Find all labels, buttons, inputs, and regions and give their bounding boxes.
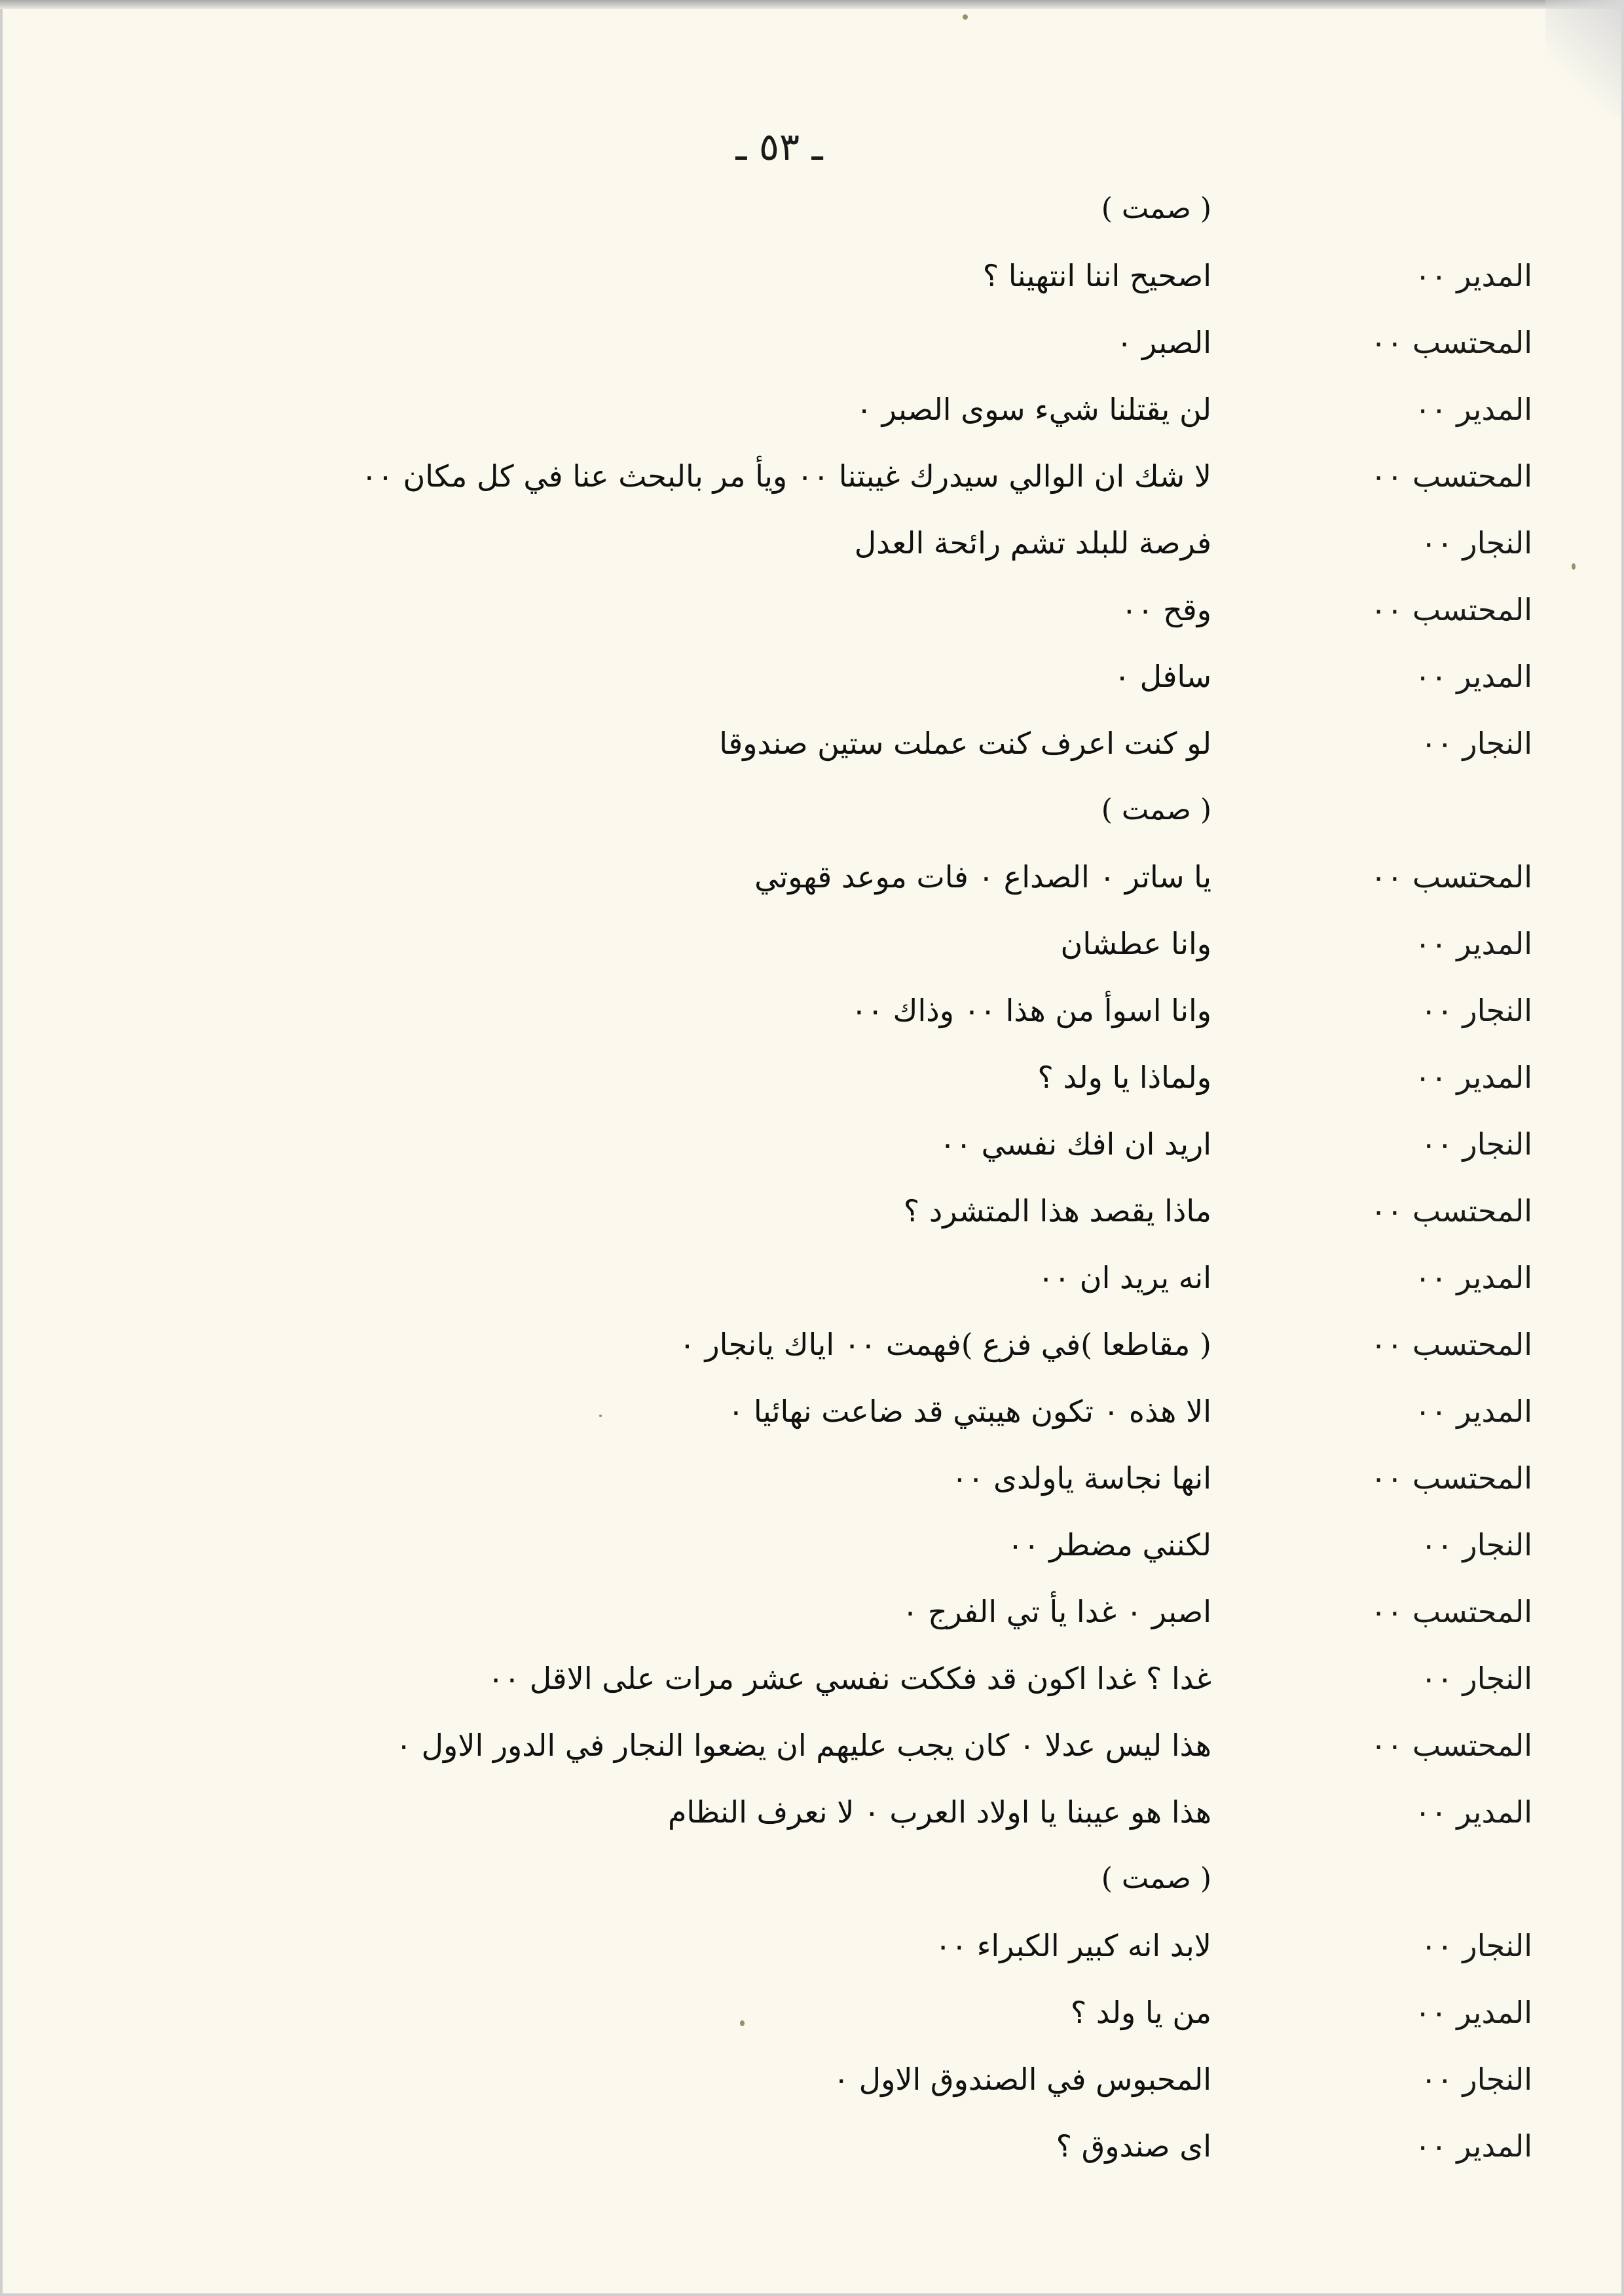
dialogue-line xyxy=(0,777,1624,843)
speaker-name: المحتسب ٠٠ xyxy=(1370,1728,1532,1763)
speech-text: لابد انه كبير الكبراء ٠٠ xyxy=(934,1928,1211,1963)
stage-direction: ( صمت ) xyxy=(1101,793,1211,826)
dialogue-line xyxy=(0,2113,1624,2179)
dialogue-line xyxy=(0,1511,1624,1578)
speaker-name: النجار ٠٠ xyxy=(1420,525,1532,561)
dialogue-line xyxy=(0,1645,1624,1712)
dialogue-line xyxy=(0,242,1624,309)
speech-text: لكنني مضطر ٠٠ xyxy=(1007,1527,1211,1563)
dialogue-line xyxy=(0,1244,1624,1311)
speech-text: فرصة للبلد تشم رائحة العدل xyxy=(854,525,1211,561)
scan-corner-shadow xyxy=(1545,0,1624,118)
dialogue-line xyxy=(0,2046,1624,2113)
dialogue-line xyxy=(0,1578,1624,1645)
speech-text: ( مقاطعا )في فزع )فهمت ٠٠ اياك يانجار ٠ xyxy=(679,1327,1211,1362)
paper-speck xyxy=(1572,563,1576,570)
speaker-name: النجار ٠٠ xyxy=(1420,1126,1532,1162)
speaker-name: النجار ٠٠ xyxy=(1420,1661,1532,1696)
speech-text: وانا عطشان xyxy=(1060,926,1211,961)
stage-direction: ( صمت ) xyxy=(1101,192,1211,225)
speaker-name: المحتسب ٠٠ xyxy=(1370,458,1532,494)
speaker-name: المدير ٠٠ xyxy=(1414,1060,1532,1095)
speech-text: انها نجاسة ياولدى ٠٠ xyxy=(951,1460,1211,1496)
speaker-name: المدير ٠٠ xyxy=(1414,1260,1532,1295)
speech-text: هذا ليس عدلا ٠ كان يجب عليهم ان يضعوا النجار في الدور الاول ٠ xyxy=(396,1728,1211,1763)
dialogue-line xyxy=(0,977,1624,1044)
paper-speck xyxy=(963,14,968,20)
speaker-name: المحتسب ٠٠ xyxy=(1370,1594,1532,1629)
speaker-name: المحتسب ٠٠ xyxy=(1370,592,1532,627)
speaker-name: المدير ٠٠ xyxy=(1414,258,1532,293)
speech-text: اريد ان افك نفسي ٠٠ xyxy=(939,1126,1211,1162)
dialogue-line xyxy=(0,1779,1624,1845)
stage-direction: ( صمت ) xyxy=(1101,1862,1211,1895)
speaker-name: النجار ٠٠ xyxy=(1420,1527,1532,1563)
speaker-name: المحتسب ٠٠ xyxy=(1370,1327,1532,1362)
speech-text: يا ساتر ٠ الصداع ٠ فات موعد قهوتي xyxy=(754,859,1211,895)
dialogue-line xyxy=(0,509,1624,576)
speech-text: الصبر ٠ xyxy=(1116,325,1211,360)
paper-speck xyxy=(740,2020,745,2026)
speaker-name: النجار ٠٠ xyxy=(1420,1928,1532,1963)
speaker-name: المدير ٠٠ xyxy=(1414,1995,1532,2030)
speaker-name: النجار ٠٠ xyxy=(1420,2062,1532,2097)
dialogue-line xyxy=(0,1712,1624,1779)
scan-top-edge xyxy=(0,0,1624,9)
dialogue-line xyxy=(0,1979,1624,2046)
dialogue-line xyxy=(0,910,1624,977)
speech-text: هذا هو عيبنا يا اولاد العرب ٠ لا نعرف النظام xyxy=(667,1794,1211,1830)
dialogue-line xyxy=(0,376,1624,443)
dialogue-line xyxy=(0,576,1624,643)
speech-text: لن يقتلنا شيء سوى الصبر ٠ xyxy=(856,392,1211,427)
dialogue-line xyxy=(0,643,1624,710)
speech-text: لو كنت اعرف كنت عملت ستين صندوقا xyxy=(719,726,1211,761)
dialogue-line xyxy=(0,1845,1624,1912)
speech-text: من يا ولد ؟ xyxy=(1070,1995,1211,2030)
dialogue-line xyxy=(0,1177,1624,1244)
paper-speck xyxy=(599,1415,602,1417)
speaker-name: النجار ٠٠ xyxy=(1420,726,1532,761)
speaker-name: المدير ٠٠ xyxy=(1414,2128,1532,2164)
play-dialogue xyxy=(0,176,1624,2179)
dialogue-line xyxy=(0,843,1624,910)
speaker-name: المدير ٠٠ xyxy=(1414,1394,1532,1429)
speaker-name: المدير ٠٠ xyxy=(1414,659,1532,694)
speech-text: انه يريد ان ٠٠ xyxy=(1037,1260,1211,1295)
dialogue-line xyxy=(0,1111,1624,1177)
dialogue-line xyxy=(0,443,1624,509)
speech-text: لا شك ان الوالي سيدرك غيبتنا ٠٠ ويأ مر بالبحث عنا في كل مكان ٠٠ xyxy=(361,458,1211,494)
dialogue-line xyxy=(0,1378,1624,1445)
speaker-name: المحتسب ٠٠ xyxy=(1370,859,1532,895)
dialogue-line xyxy=(0,1311,1624,1378)
speaker-name: المدير ٠٠ xyxy=(1414,926,1532,961)
speech-text: وقح ٠٠ xyxy=(1121,592,1211,627)
speech-text: الا هذه ٠ تكون هيبتي قد ضاعت نهائيا ٠ xyxy=(728,1394,1211,1429)
speech-text: سافل ٠ xyxy=(1114,659,1211,694)
speaker-name: المدير ٠٠ xyxy=(1414,392,1532,427)
speech-text: ماذا يقصد هذا المتشرد ؟ xyxy=(903,1193,1211,1229)
speech-text: اصحيح اننا انتهينا ؟ xyxy=(982,258,1211,293)
dialogue-line xyxy=(0,1044,1624,1111)
page-number: ـ ٥٣ ـ xyxy=(735,124,823,169)
speech-text: اى صندوق ؟ xyxy=(1056,2128,1211,2164)
speaker-name: المحتسب ٠٠ xyxy=(1370,1460,1532,1496)
speech-text: اصبر ٠ غدا يأ تي الفرج ٠ xyxy=(902,1594,1211,1629)
speaker-name: المحتسب ٠٠ xyxy=(1370,1193,1532,1229)
dialogue-line xyxy=(0,176,1624,242)
speaker-name: النجار ٠٠ xyxy=(1420,993,1532,1028)
speech-text: المحبوس في الصندوق الاول ٠ xyxy=(833,2062,1211,2097)
dialogue-line xyxy=(0,1912,1624,1979)
speaker-name: المدير ٠٠ xyxy=(1414,1794,1532,1830)
speech-text: غدا ؟ غدا اكون قد فككت نفسي عشر مرات على الاقل ٠٠ xyxy=(487,1661,1211,1696)
speaker-name: المحتسب ٠٠ xyxy=(1370,325,1532,360)
dialogue-line xyxy=(0,710,1624,777)
dialogue-line xyxy=(0,309,1624,376)
speech-text: وانا اسوأ من هذا ٠٠ وذاك ٠٠ xyxy=(851,993,1211,1028)
speech-text: ولماذا يا ولد ؟ xyxy=(1037,1060,1211,1095)
dialogue-line xyxy=(0,1445,1624,1511)
